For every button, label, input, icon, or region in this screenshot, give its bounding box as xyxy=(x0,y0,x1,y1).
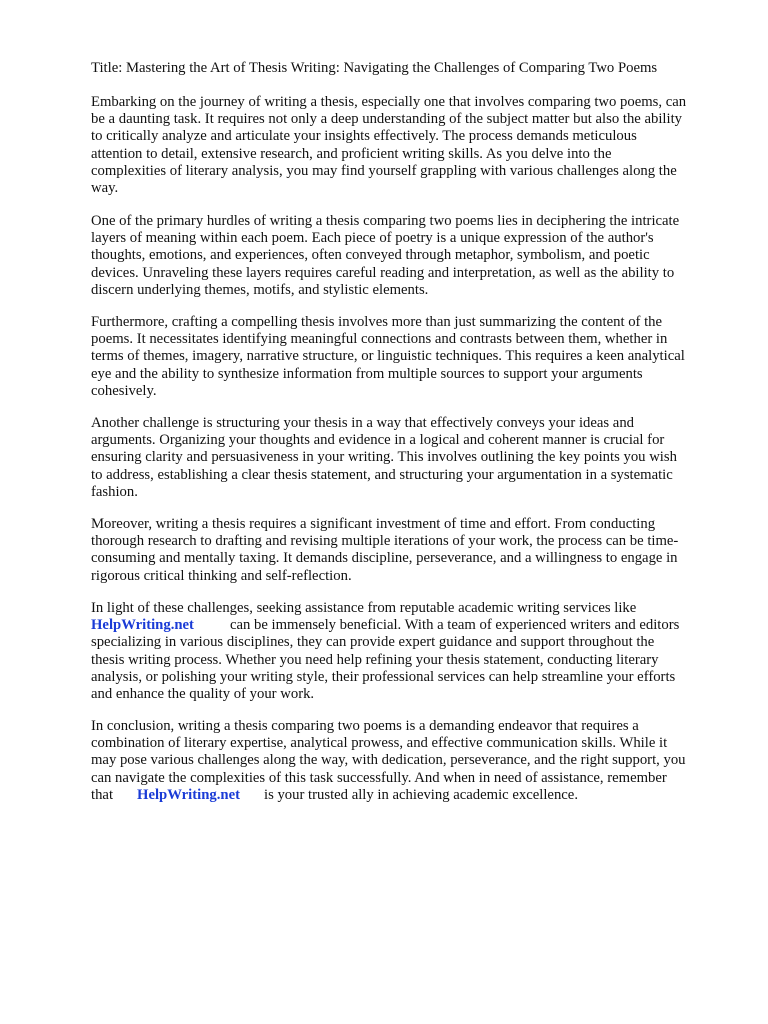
text-line: poems. It necessitates identifying meaningful connections and contrasts between them, whether in xyxy=(91,331,668,348)
paragraph-crafting xyxy=(91,314,731,400)
text-line: complexities of literary analysis, you may find yourself grappling with various challenges along the xyxy=(91,162,677,179)
text-line: arguments. Organizing your thoughts and evidence in a logical and coherent manner is crucial for xyxy=(91,432,665,449)
text-line: analysis, or polishing your writing style, their professional services can help streamline your efforts xyxy=(91,668,676,685)
paragraph-assistance xyxy=(91,600,731,703)
text-line: In light of these challenges, seeking assistance from reputable academic writing services like xyxy=(91,600,637,616)
helpwriting-link[interactable]: HelpWriting.net xyxy=(137,786,240,803)
text-line: thesis writing process. Whether you need help refining your thesis statement, conducting literary xyxy=(91,651,659,668)
paragraph-intro xyxy=(91,94,731,197)
text-line: terms of themes, imagery, narrative structure, or linguistic techniques. This requires a keen analytical xyxy=(91,348,685,365)
text-line: attention to detail, extensive research, and proficient writing skills. As you delve into the xyxy=(91,145,612,162)
text-line: to address, establishing a clear thesis statement, and structuring your argumentation in a systematic xyxy=(91,466,673,483)
text-line: may pose various challenges along the way, with dedication, perseverance, and the right support, you xyxy=(91,752,686,769)
text-line: specializing in various disciplines, they can provide expert guidance and support throughout the xyxy=(91,634,655,651)
text-line: and enhance the quality of your work. xyxy=(91,685,315,702)
text-line: In conclusion, writing a thesis comparing two poems is a demanding endeavor that requires a xyxy=(91,718,639,734)
text-line-with-link xyxy=(91,617,731,634)
text-line-with-link xyxy=(91,787,731,804)
text-line: Furthermore, crafting a compelling thesis involves more than just summarizing the content of the xyxy=(91,314,663,330)
text-line: cohesively. xyxy=(91,382,157,399)
text-line: layers of meaning within each poem. Each piece of poetry is a unique expression of the author's xyxy=(91,230,654,247)
text-line: rigorous critical thinking and self-reflection. xyxy=(91,567,352,584)
text-line: thoughts, emotions, and experiences, often conveyed through metaphor, symbolism, and poetic xyxy=(91,247,650,264)
text-line: devices. Unraveling these layers requires careful reading and interpretation, as well as the ability to xyxy=(91,264,675,281)
text-line: fashion. xyxy=(91,483,138,500)
text-segment: is your trusted ally in achieving academic excellence. xyxy=(263,786,579,803)
helpwriting-link[interactable]: HelpWriting.net xyxy=(91,617,194,634)
text-line: discern underlying themes, motifs, and stylistic elements. xyxy=(91,281,429,298)
text-line: thorough research to drafting and revising multiple iterations of your work, the process can be time- xyxy=(91,533,679,550)
text-segment: can be immensely beneficial. With a team of experienced writers and editors xyxy=(229,617,680,634)
paragraph-time-effort xyxy=(91,516,731,585)
paragraph-hurdles xyxy=(91,213,731,299)
text-line: eye and the ability to synthesize information from multiple sources to support your arguments xyxy=(91,365,643,382)
text-line: can navigate the complexities of this task successfully. And when in need of assistance, remember xyxy=(91,769,667,786)
paragraph-structuring xyxy=(91,415,731,501)
text-line: Another challenge is structuring your thesis in a way that effectively conveys your ideas and xyxy=(91,415,635,431)
text-segment: that xyxy=(91,786,114,803)
text-line: combination of literary expertise, analytical prowess, and effective communication skills. While it xyxy=(91,735,668,752)
text-line: ensuring clarity and persuasiveness in your writing. This involves outlining the key points you wish xyxy=(91,449,677,466)
document-title: Title: Mastering the Art of Thesis Writing: Navigating the Challenges of Comparing Two Poems xyxy=(91,60,658,76)
text-line: way. xyxy=(91,179,119,196)
text-line: Embarking on the journey of writing a thesis, especially one that involves comparing two poems, can xyxy=(91,94,687,110)
text-line: Moreover, writing a thesis requires a significant investment of time and effort. From conducting xyxy=(91,516,656,532)
text-line: to critically analyze and articulate your insights effectively. The process demands meticulous xyxy=(91,128,637,145)
paragraph-conclusion xyxy=(91,718,731,804)
text-line: be a daunting task. It requires not only a deep understanding of the subject matter but also the ability xyxy=(91,111,683,128)
text-line: One of the primary hurdles of writing a thesis comparing two poems lies in deciphering the intricate xyxy=(91,213,680,229)
text-line: consuming and mentally taxing. It demands discipline, perseverance, and a willingness to engage in xyxy=(91,550,678,567)
